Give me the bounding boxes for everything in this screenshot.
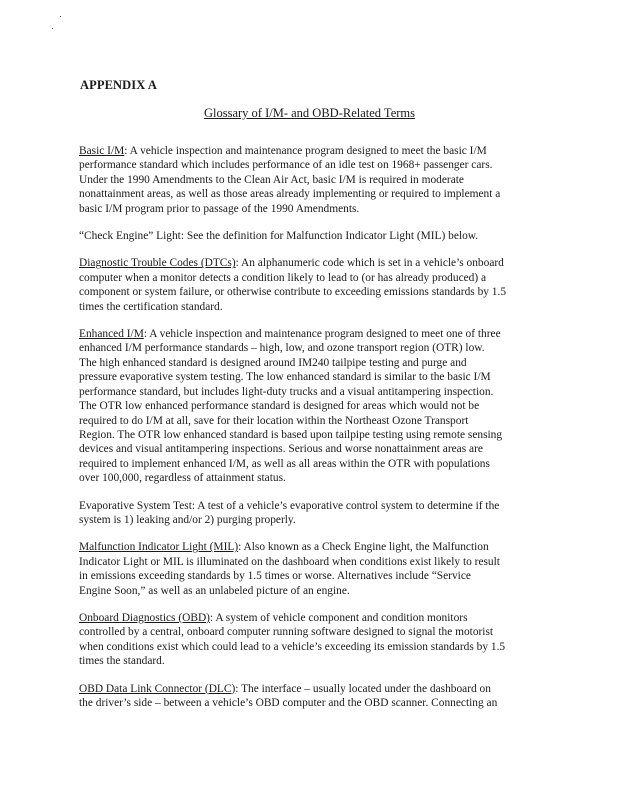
entry-line <box>79 285 539 299</box>
definition-text: controlled by a central, onboard computer running software designed to signal the motorist <box>79 626 494 639</box>
definition-text: performance standard, but includes light-duty trucks and a visual antitampering inspection. <box>79 385 494 398</box>
definition-text: times the certification standard. <box>79 300 223 313</box>
glossary-body <box>79 144 539 723</box>
entry-line <box>79 370 539 384</box>
entry-line <box>79 414 539 428</box>
entry-line <box>79 457 539 471</box>
entry-line <box>79 399 539 413</box>
entry-line <box>79 202 539 216</box>
glossary-entry <box>79 611 539 669</box>
entry-line <box>79 640 539 654</box>
definition-text: when conditions exist which could lead to a vehicle’s exceeding its emission standards by 1.5 <box>79 640 506 653</box>
glossary-term: Basic I/M <box>79 145 125 157</box>
entry-line <box>79 385 539 399</box>
entry-line <box>79 173 539 187</box>
entry-line <box>79 696 539 710</box>
entry-line <box>79 187 539 201</box>
glossary-term: Malfunction Indicator Light (MIL) <box>79 541 239 554</box>
definition-text: basic I/M program prior to passage of the 1990 Amendments. <box>79 202 360 215</box>
glossary-entry <box>79 229 539 243</box>
glossary-term: Enhanced I/M <box>79 328 144 341</box>
glossary-entry <box>79 256 539 314</box>
definition-text: : Also known as a Check Engine light, the Malfunction <box>238 541 489 554</box>
definition-text: : The interface – usually located under the dashboard on <box>235 682 491 695</box>
glossary-title: Glossary of I/M- and OBD-Related Terms <box>203 106 415 120</box>
entry-line <box>79 654 539 668</box>
definition-text: : A test of a vehicle’s evaporative control system to determine if the <box>191 499 500 512</box>
definition-text: : A vehicle inspection and maintenance program designed to meet one of three <box>143 328 501 341</box>
scan-speck <box>52 28 53 29</box>
entry-line <box>79 229 539 243</box>
definition-text: system is 1) leaking and/or 2) purging properly. <box>79 513 296 526</box>
glossary-term: “Check Engine” Light <box>79 230 181 243</box>
entry-line <box>79 555 539 569</box>
definition-text: : A system of vehicle component and condition monitors <box>209 611 468 624</box>
definition-text: performance standard which includes performance of an idle test on 1968+ passenger cars. <box>79 159 493 172</box>
entry-line <box>79 513 539 527</box>
definition-text: nonattainment areas, as well as those areas already implementing or required to implement a <box>79 188 501 201</box>
definition-text: required to do I/M at all, save for their location within the Northeast Ozone Transport <box>79 414 469 427</box>
definition-text: enhanced I/M performance standards – high, low, and ozone transport region (OTR) low. <box>79 342 485 355</box>
entry-line <box>79 428 539 442</box>
entry-line <box>79 540 539 554</box>
entry-line <box>79 144 539 158</box>
glossary-term: OBD Data Link Connector (DLC) <box>79 682 236 695</box>
entry-line <box>79 256 539 270</box>
scan-speck <box>60 16 61 17</box>
definition-text: Engine Soon,” as well as an unlabeled picture of an engine. <box>79 584 350 597</box>
definition-text: : An alphanumeric code which is set in a vehicle’s onboard <box>235 257 504 270</box>
entry-line <box>79 584 539 598</box>
definition-text: Indicator Light or MIL is illuminated on the dashboard when conditions exist likely to result <box>79 555 500 568</box>
entry-line <box>79 158 539 172</box>
definition-text: The high enhanced standard is designed around IM240 tailpipe testing and purge and <box>79 356 467 369</box>
entry-line <box>79 625 539 639</box>
definition-text: : See the definition for Malfunction Indicator Light (MIL) below. <box>180 230 479 243</box>
appendix-heading: APPENDIX A <box>80 78 158 92</box>
definition-text: : A vehicle inspection and maintenance program designed to meet the basic I/M <box>124 145 487 157</box>
glossary-term: Onboard Diagnostics (OBD) <box>79 611 210 624</box>
definition-text: The OTR low enhanced performance standard is designed for areas which would not be <box>79 400 480 413</box>
entry-line <box>79 499 539 513</box>
glossary-entry <box>79 540 539 598</box>
definition-text: pressure evaporative system testing. The low enhanced standard is similar to the basic I/M <box>79 371 491 384</box>
entry-line <box>79 341 539 355</box>
definition-text: times the standard. <box>79 655 165 668</box>
definition-text: required to implement enhanced I/M, as well as all areas within the OTR with populations <box>79 457 490 470</box>
entry-line <box>79 471 539 485</box>
definition-text: devices and visual antitampering inspections. Serious and worse nonattainment areas are <box>79 443 483 456</box>
glossary-entry <box>79 682 539 711</box>
entry-line <box>79 682 539 696</box>
entry-line <box>79 300 539 314</box>
glossary-term: Evaporative System Test <box>79 499 192 512</box>
entry-line <box>79 356 539 370</box>
definition-text: Region. The OTR low enhanced standard is based upon tailpipe testing using remote sensing <box>79 428 503 441</box>
glossary-term: Diagnostic Trouble Codes (DTCs) <box>79 257 236 270</box>
glossary-entry <box>79 499 539 528</box>
entry-line <box>79 271 539 285</box>
entry-line <box>79 611 539 625</box>
definition-text: over 100,000, regardless of attainment status. <box>79 472 286 485</box>
glossary-entry <box>79 144 539 216</box>
glossary-entry <box>79 327 539 485</box>
definition-text: Under the 1990 Amendments to the Clean Air Act, basic I/M is required in moderate <box>79 173 464 186</box>
definition-text: component or system failure, or otherwise contribute to exceeding emissions standards by 1.5 <box>79 286 507 299</box>
definition-text: the driver’s side – between a vehicle’s OBD computer and the OBD scanner. Connecting an <box>79 697 498 709</box>
definition-text: in emissions exceeding standards by 1.5 times or worse. Alternatives include “Service <box>79 570 471 583</box>
entry-line <box>79 442 539 456</box>
definition-text: computer when a monitor detects a condition likely to lead to (or has already produced) a <box>79 271 487 284</box>
entry-line <box>79 569 539 583</box>
entry-line <box>79 327 539 341</box>
